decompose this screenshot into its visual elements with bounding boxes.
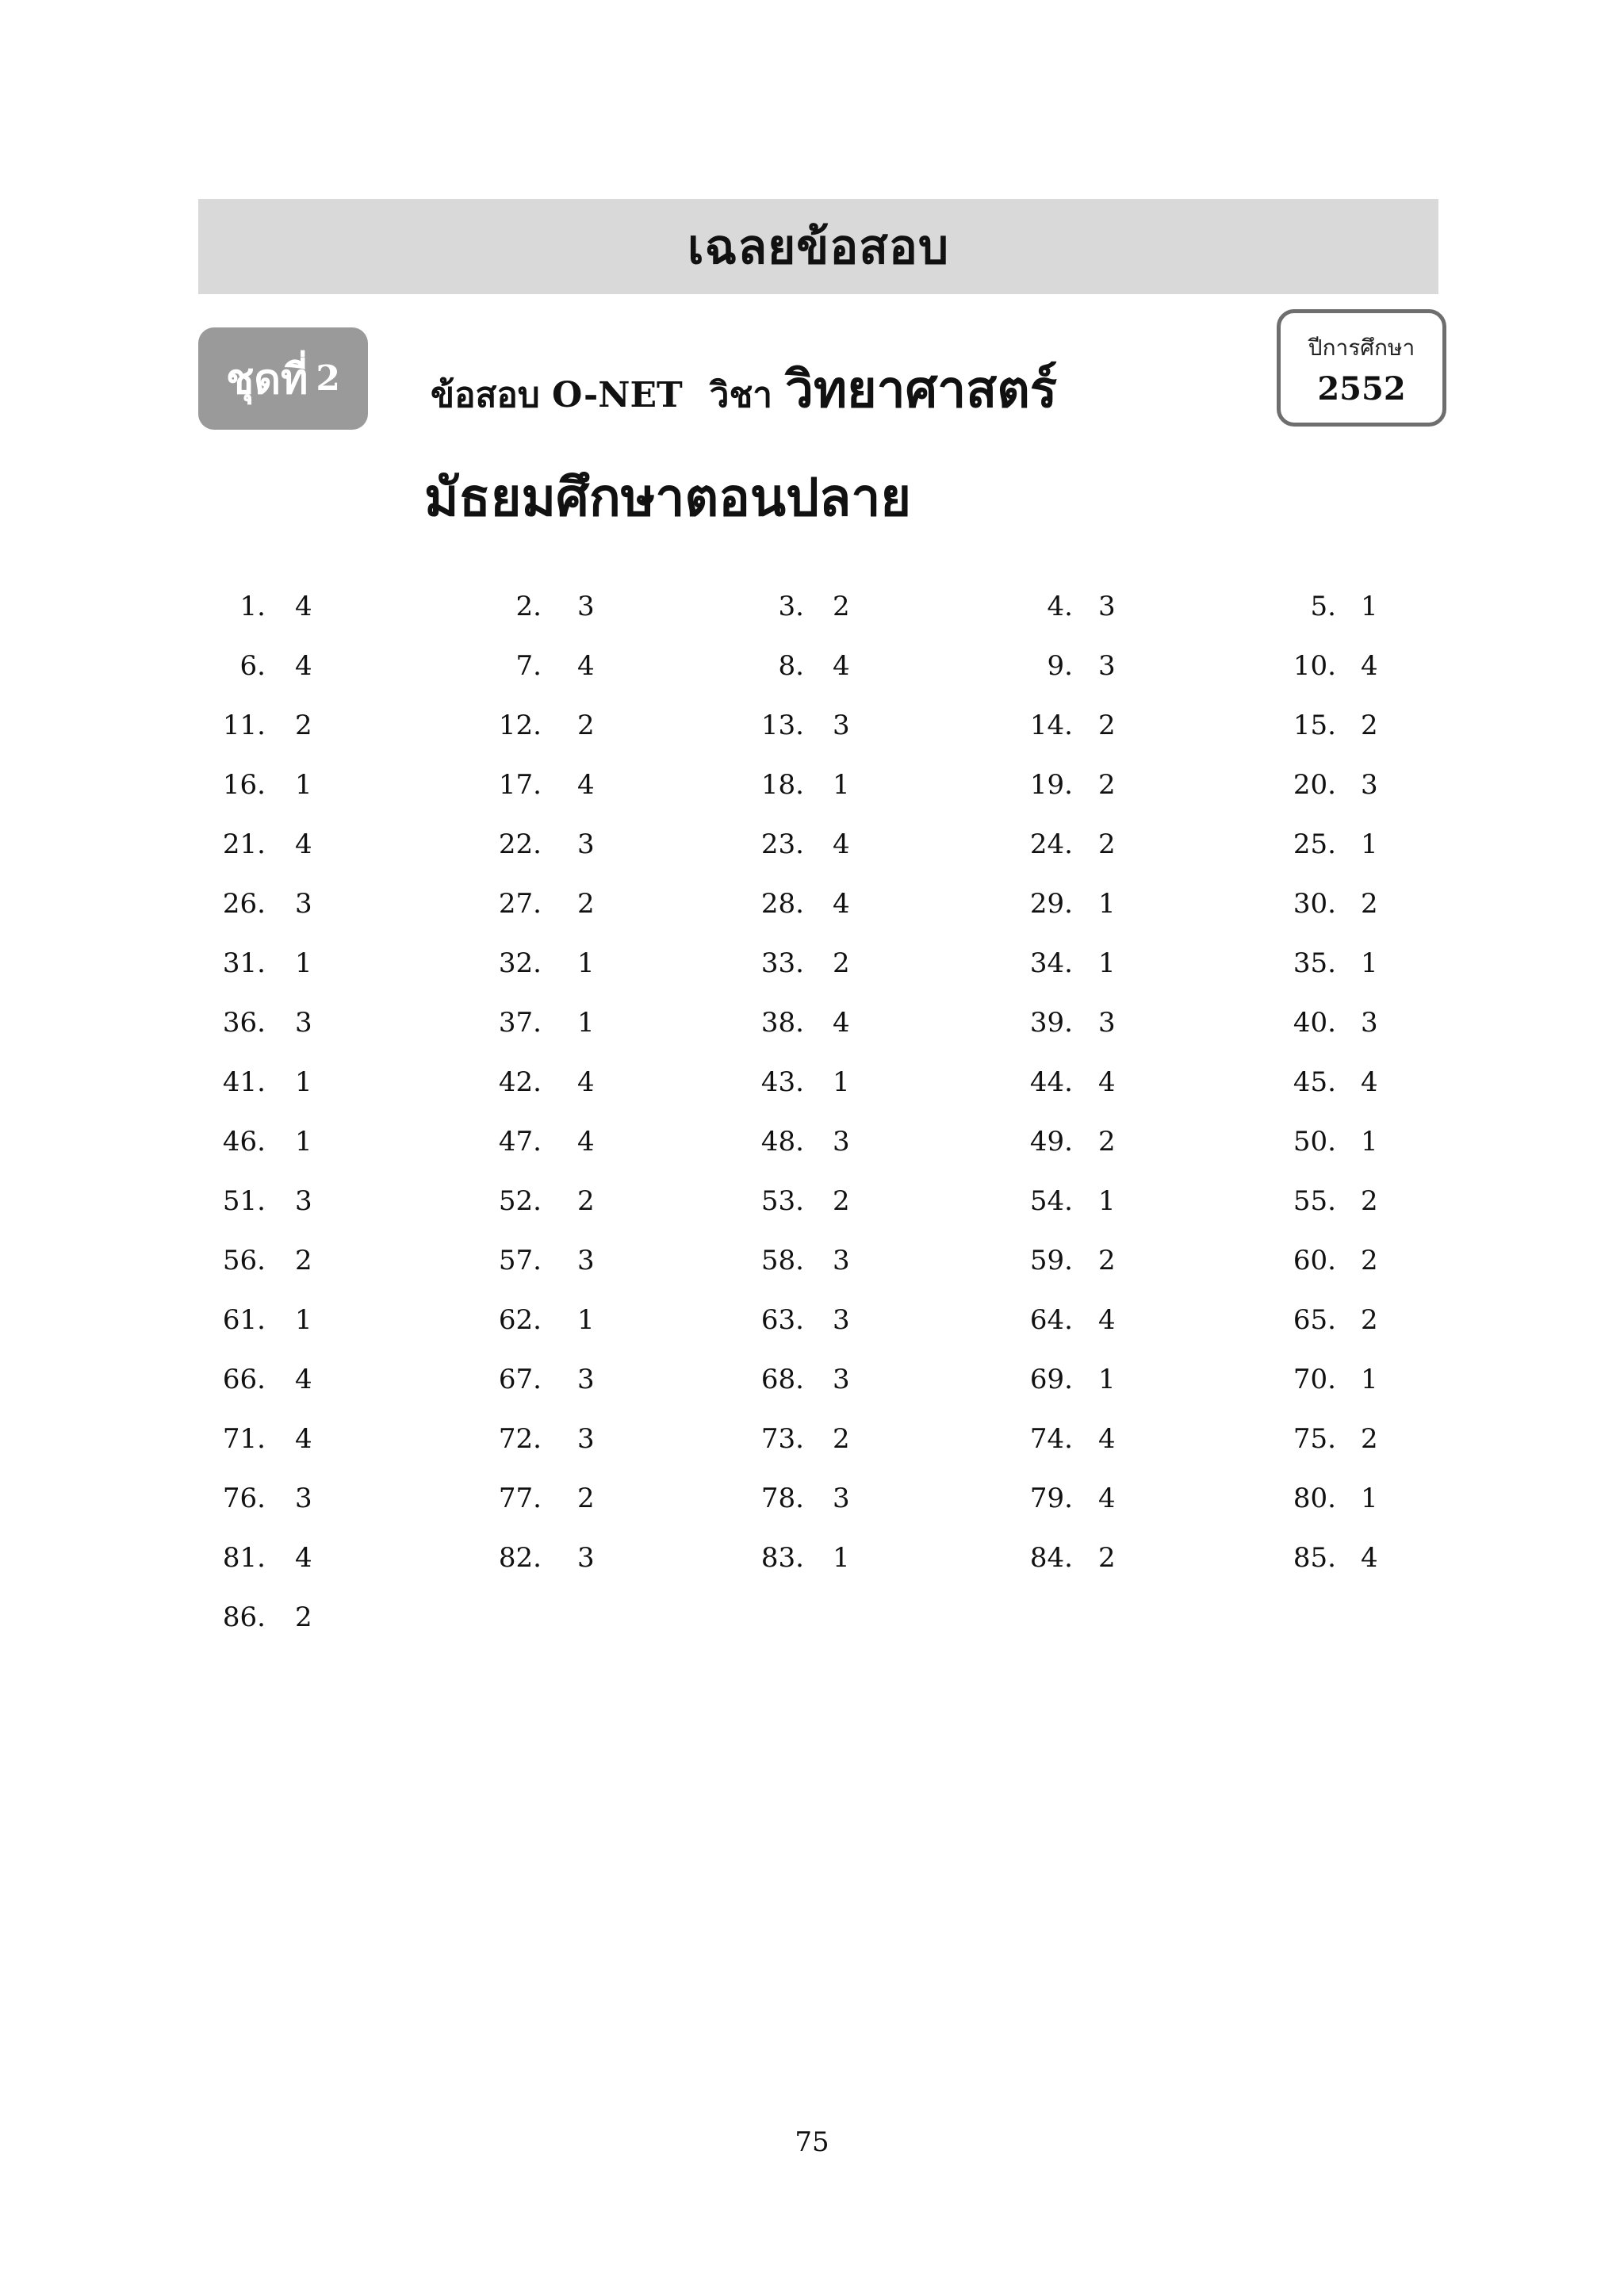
answer-choice: 3 [1361,769,1378,801]
answer-choice: 4 [1098,1304,1116,1336]
answer-choice: 1 [833,1066,850,1098]
question-number: 34. [1029,947,1073,979]
question-number: 2. [515,591,542,622]
answer-choice: 3 [577,1364,595,1395]
academic-year-label: ปีการศึกษา [1308,335,1415,361]
answer-choice: 2 [1361,1245,1378,1276]
answer-choice: 1 [1361,828,1378,860]
answer-row [0,999,1624,1047]
question-number: 30. [1293,888,1336,920]
answer-choice: 4 [833,650,850,682]
question-number: 58. [760,1245,804,1276]
answer-row [0,1356,1624,1403]
answer-row [0,1058,1624,1106]
answer-choice: 2 [1361,1185,1378,1217]
answer-choice: 4 [577,1126,595,1158]
answer-choice: 3 [1098,1007,1116,1039]
answer-choice: 1 [295,1066,312,1098]
answer-choice: 1 [1098,1364,1116,1395]
question-number: 39. [1029,1007,1073,1039]
answer-choice: 4 [833,828,850,860]
question-number: 7. [515,650,542,682]
answer-choice: 1 [1098,888,1116,920]
question-number: 38. [760,1007,804,1039]
answer-row [0,642,1624,690]
page-number: 75 [795,2126,829,2158]
answer-choice: 4 [295,650,312,682]
question-number: 53. [760,1185,804,1217]
question-number: 16. [222,769,266,801]
question-number: 33. [760,947,804,979]
answer-row [0,939,1624,987]
question-number: 14. [1029,710,1073,741]
answer-choice: 3 [577,591,595,622]
answer-choice: 3 [577,1245,595,1276]
question-number: 85. [1293,1542,1336,1574]
answer-choice: 2 [577,1483,595,1514]
answer-choice: 1 [577,947,595,979]
answer-choice: 1 [577,1007,595,1039]
question-number: 62. [498,1304,542,1336]
answer-row [0,880,1624,928]
question-number: 51. [222,1185,266,1217]
question-number: 6. [239,650,266,682]
answer-choice: 3 [577,828,595,860]
answer-choice: 3 [295,1185,312,1217]
exam-set-number: 2 [316,358,340,399]
question-number: 72. [498,1423,542,1455]
academic-year-value: 2552 [1317,370,1406,408]
answer-choice: 3 [295,1007,312,1039]
question-number: 32. [498,947,542,979]
question-number: 79. [1029,1483,1073,1514]
question-number: 12. [498,710,542,741]
answer-choice: 4 [577,769,595,801]
answer-choice: 1 [295,1304,312,1336]
question-number: 8. [778,650,804,682]
question-number: 47. [498,1126,542,1158]
answer-choice: 1 [1098,1185,1116,1217]
answer-row [0,821,1624,868]
answer-choice: 4 [1098,1066,1116,1098]
answer-choice: 4 [577,1066,595,1098]
answer-choice: 2 [1361,1423,1378,1455]
answer-row [0,1534,1624,1582]
answer-row [0,1296,1624,1344]
answer-choice: 3 [833,1126,850,1158]
answer-choice: 2 [1098,1245,1116,1276]
answer-choice: 2 [577,888,595,920]
question-number: 43. [760,1066,804,1098]
question-number: 63. [760,1304,804,1336]
question-number: 64. [1029,1304,1073,1336]
answer-row [0,1237,1624,1284]
answer-choice: 3 [833,1483,850,1514]
question-number: 81. [222,1542,266,1574]
question-number: 74. [1029,1423,1073,1455]
answer-choice: 2 [577,1185,595,1217]
question-number: 27. [498,888,542,920]
question-number: 10. [1293,650,1336,682]
answer-row [0,1177,1624,1225]
answer-choice: 3 [577,1542,595,1574]
answer-choice: 1 [1098,947,1116,979]
answer-choice: 4 [1098,1423,1116,1455]
question-number: 23. [760,828,804,860]
question-number: 20. [1293,769,1336,801]
question-number: 73. [760,1423,804,1455]
answer-choice: 3 [295,1483,312,1514]
question-number: 54. [1029,1185,1073,1217]
question-number: 5. [1310,591,1336,622]
answer-choice: 2 [295,1601,312,1633]
question-number: 11. [222,710,266,741]
question-number: 56. [222,1245,266,1276]
answer-choice: 3 [833,710,850,741]
question-number: 75. [1293,1423,1336,1455]
answer-choice: 3 [1098,650,1116,682]
answer-choice: 3 [1098,591,1116,622]
question-number: 24. [1029,828,1073,860]
answer-choice: 2 [295,710,312,741]
question-number: 17. [498,769,542,801]
question-number: 22. [498,828,542,860]
subject-name: วิทยาศาสตร์ [785,360,1058,419]
question-number: 76. [222,1483,266,1514]
question-number: 15. [1293,710,1336,741]
answer-choice: 4 [295,1542,312,1574]
question-number: 48. [760,1126,804,1158]
answer-choice: 1 [295,769,312,801]
question-number: 61. [222,1304,266,1336]
answer-choice: 4 [577,650,595,682]
question-number: 49. [1029,1126,1073,1158]
question-number: 44. [1029,1066,1073,1098]
question-number: 83. [760,1542,804,1574]
answer-choice: 3 [1361,1007,1378,1039]
question-number: 57. [498,1245,542,1276]
answer-choice: 4 [1098,1483,1116,1514]
answer-choice: 1 [1361,591,1378,622]
answer-choice: 1 [833,769,850,801]
answer-choice: 4 [833,888,850,920]
answer-choice: 2 [1098,828,1116,860]
question-number: 86. [222,1601,266,1633]
answer-row [0,1594,1624,1641]
answer-choice: 1 [1361,1364,1378,1395]
answer-choice: 2 [1098,710,1116,741]
answer-choice: 3 [833,1245,850,1276]
question-number: 13. [760,710,804,741]
answer-choice: 2 [1098,1126,1116,1158]
question-number: 21. [222,828,266,860]
question-number: 70. [1293,1364,1336,1395]
answer-choice: 1 [295,947,312,979]
answer-choice: 3 [833,1364,850,1395]
question-number: 77. [498,1483,542,1514]
question-number: 36. [222,1007,266,1039]
question-number: 4. [1047,591,1073,622]
question-number: 19. [1029,769,1073,801]
answer-choice: 2 [1098,769,1116,801]
question-number: 82. [498,1542,542,1574]
question-number: 28. [760,888,804,920]
answer-choice: 1 [295,1126,312,1158]
question-number: 1. [239,591,266,622]
question-number: 65. [1293,1304,1336,1336]
answer-row [0,1118,1624,1165]
question-number: 40. [1293,1007,1336,1039]
answer-choice: 1 [1361,947,1378,979]
answer-choice: 2 [1361,710,1378,741]
answer-choice: 4 [1361,1066,1378,1098]
answer-choice: 1 [1361,1126,1378,1158]
answer-choice: 2 [833,1423,850,1455]
answer-row [0,1475,1624,1522]
question-number: 68. [760,1364,804,1395]
answer-choice: 3 [295,888,312,920]
answer-choice: 4 [295,1423,312,1455]
subject-label: วิชา [709,375,773,415]
answer-choice: 1 [1361,1483,1378,1514]
answer-row [0,583,1624,630]
question-number: 69. [1029,1364,1073,1395]
answer-choice: 4 [1361,650,1378,682]
answer-choice: 4 [833,1007,850,1039]
question-number: 18. [760,769,804,801]
exam-name: ข้อสอบ O-NET [431,375,683,415]
question-number: 37. [498,1007,542,1039]
question-number: 50. [1293,1126,1336,1158]
question-number: 52. [498,1185,542,1217]
answer-choice: 2 [833,591,850,622]
question-number: 67. [498,1364,542,1395]
question-number: 46. [222,1126,266,1158]
answer-choice: 1 [577,1304,595,1336]
question-number: 45. [1293,1066,1336,1098]
question-number: 80. [1293,1483,1336,1514]
answer-choice: 4 [295,591,312,622]
answer-choice: 4 [1361,1542,1378,1574]
answer-choice: 2 [833,947,850,979]
question-number: 42. [498,1066,542,1098]
question-number: 55. [1293,1185,1336,1217]
question-number: 60. [1293,1245,1336,1276]
answer-choice: 3 [833,1304,850,1336]
question-number: 31. [222,947,266,979]
answer-choice: 2 [1361,1304,1378,1336]
education-level: มัธยมศึกษาตอนปลาย [424,466,912,528]
question-number: 25. [1293,828,1336,860]
answer-row [0,761,1624,809]
answer-choice: 2 [577,710,595,741]
question-number: 41. [222,1066,266,1098]
answer-choice: 2 [1361,888,1378,920]
answer-row [0,702,1624,749]
answer-choice: 1 [833,1542,850,1574]
question-number: 35. [1293,947,1336,979]
exam-set-label: ชุดที่ [226,355,308,404]
answer-choice: 3 [577,1423,595,1455]
answer-choice: 2 [295,1245,312,1276]
question-number: 29. [1029,888,1073,920]
question-number: 66. [222,1364,266,1395]
answer-choice: 4 [295,828,312,860]
answer-key-title: เฉลยข้อสอบ [687,219,950,275]
question-number: 9. [1047,650,1073,682]
question-number: 26. [222,888,266,920]
answer-row [0,1415,1624,1463]
question-number: 78. [760,1483,804,1514]
question-number: 71. [222,1423,266,1455]
answer-choice: 4 [295,1364,312,1395]
question-number: 59. [1029,1245,1073,1276]
answer-choice: 2 [833,1185,850,1217]
answer-choice: 2 [1098,1542,1116,1574]
question-number: 84. [1029,1542,1073,1574]
question-number: 3. [778,591,804,622]
